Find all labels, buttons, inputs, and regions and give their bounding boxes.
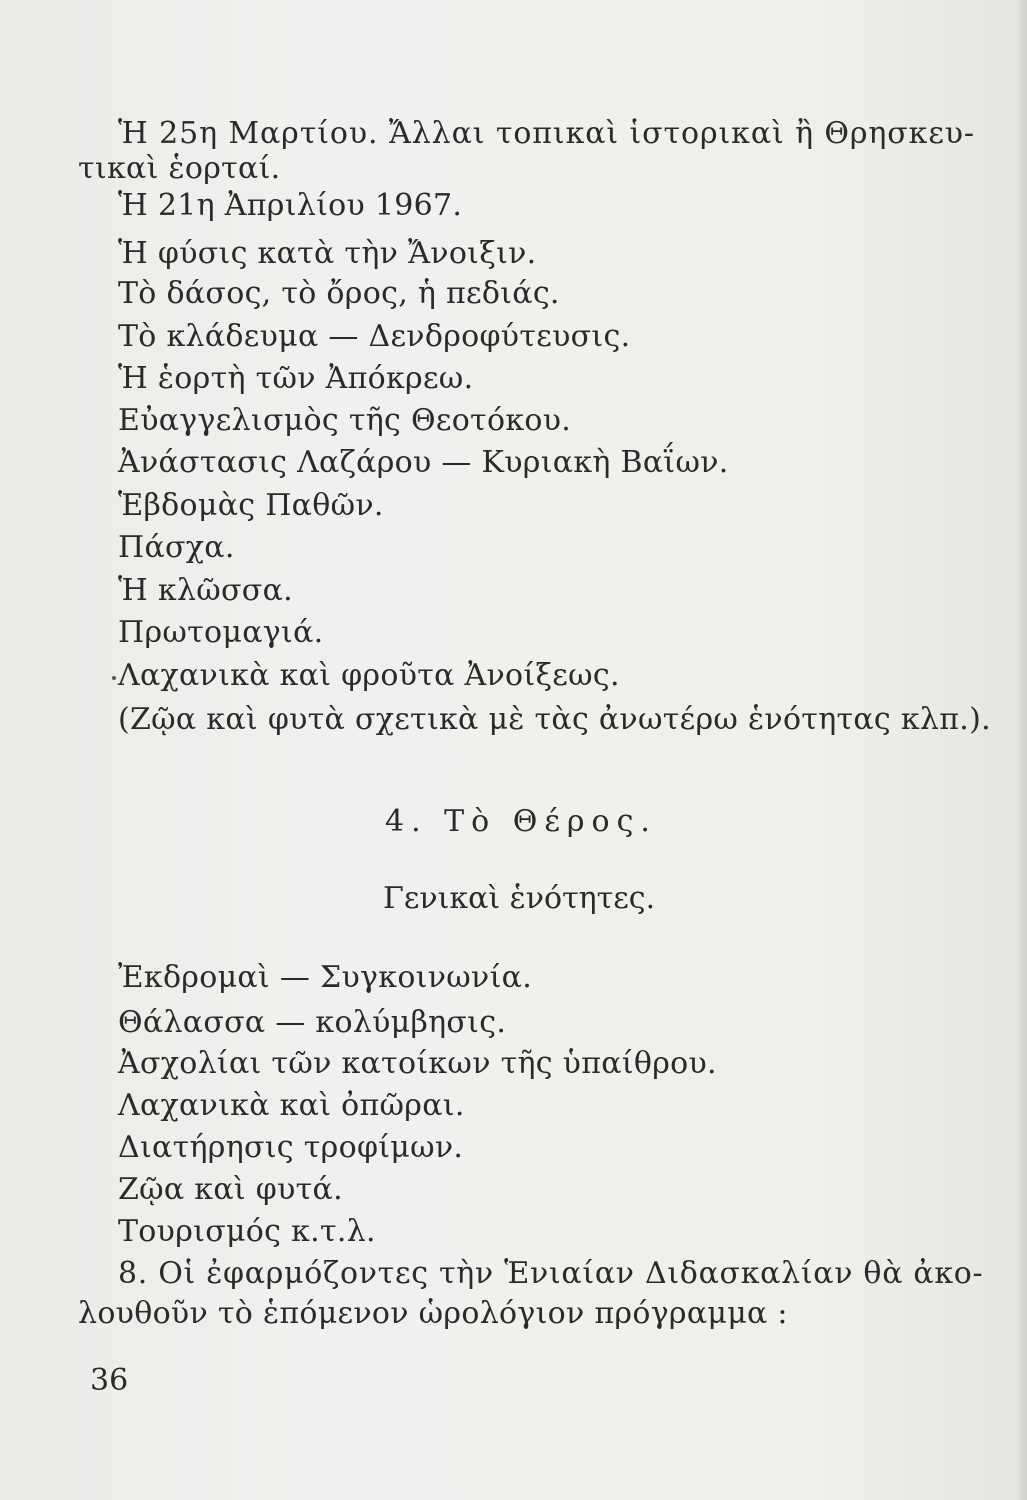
text-line: Τουρισμός κ.τ.λ. bbox=[118, 1214, 376, 1249]
text-line: Ζῷα καὶ φυτά. bbox=[118, 1172, 343, 1207]
text-line: Πάσχα. bbox=[118, 530, 235, 565]
text-line: Λαχανικὰ καὶ ὀπῶραι. bbox=[118, 1088, 465, 1123]
text-line: Εὐαγγελισμὸς τῆς Θεοτόκου. bbox=[118, 403, 572, 438]
text-line: τικαὶ ἑορταί. bbox=[78, 151, 281, 186]
text-line: Ἡ κλῶσσα. bbox=[118, 573, 293, 608]
text-line: Ἑβδομὰς Παθῶν. bbox=[118, 488, 384, 523]
text-line: Ἀσχολίαι τῶν κατοίκων τῆς ὑπαίθρου. bbox=[118, 1046, 717, 1081]
text-line: Διατήρησις τροφίμων. bbox=[118, 1130, 464, 1165]
text-line: Ἐκδρομαὶ — Συγκοινωνία. bbox=[118, 960, 533, 995]
text-line: Ἀνάστασις Λαζάρου — Κυριακὴ Βαΐων. bbox=[118, 445, 729, 480]
text-line: (Ζῷα καὶ φυτὰ σχετικὰ μὲ τὰς ἀνωτέρω ἑνότητας κλπ.). bbox=[118, 702, 991, 737]
text-line: Τὸ δάσος, τὸ ὄρος, ἡ πεδιάς. bbox=[118, 276, 560, 311]
section-heading: 4. Τὸ Θέρος. bbox=[385, 804, 657, 839]
page-edge-shadow bbox=[1017, 0, 1027, 1500]
text-line: Ἡ φύσις κατὰ τὴν Ἄνοιξιν. bbox=[118, 236, 537, 271]
paragraph-line: 8. Οἱ ἐφαρμόζοντες τὴν Ἑνιαίαν Διδασκαλίαν θὰ ἀκο- bbox=[118, 1256, 984, 1291]
page-number: 36 bbox=[90, 1363, 129, 1398]
section-subheading: Γενικαὶ ἑνότητες. bbox=[383, 881, 656, 916]
text-line: Θάλασσα — κολύμβησις. bbox=[118, 1005, 507, 1040]
paragraph-line: λουθοῦν τὸ ἑπόμενον ὡρολόγιον πρόγραμμα : bbox=[78, 1296, 788, 1331]
text-line: Τὸ κλάδευμα — Δενδροφύτευσις. bbox=[118, 319, 631, 354]
text-line: Ἡ 25η Μαρτίου. Ἄλλαι τοπικαὶ ἱστορικαὶ ἢ Θρησκευ- bbox=[118, 116, 975, 151]
text-line: Πρωτομαγιά. bbox=[118, 615, 324, 650]
text-line: Ἡ 21η Ἀπριλίου 1967. bbox=[118, 188, 463, 223]
text-line: Λαχανικὰ καὶ φροῦτα Ἀνοίξεως. bbox=[118, 658, 620, 693]
stray-mark bbox=[112, 676, 116, 680]
text-line: Ἡ ἑορτὴ τῶν Ἀπόκρεω. bbox=[118, 361, 474, 396]
